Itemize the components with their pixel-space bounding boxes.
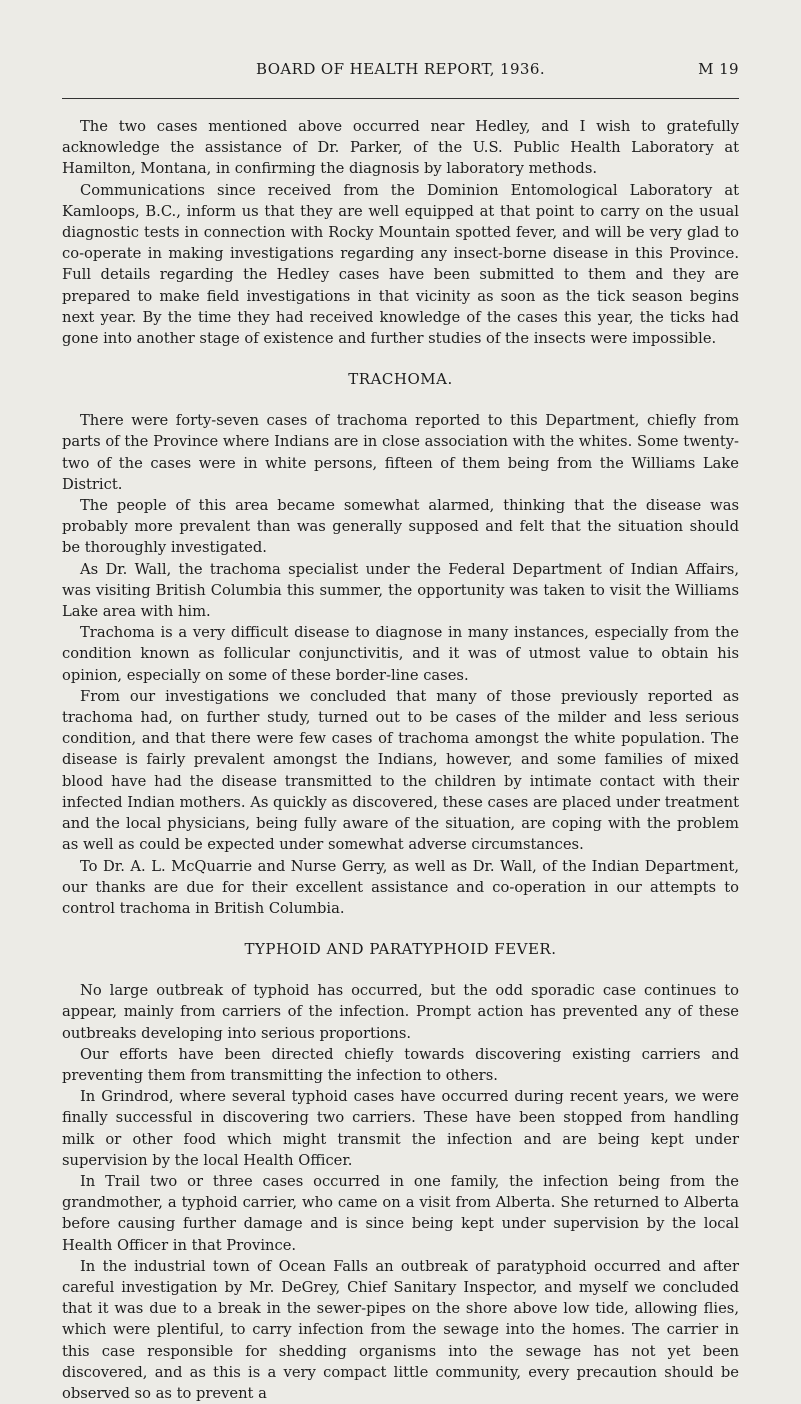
section-heading-typhoid: TYPHOID AND PARATYPHOID FEVER. xyxy=(244,940,557,959)
section-trachoma xyxy=(62,349,739,919)
paragraph: Communications since received from the Dominion Entomological Laboratory at Kamloops, B.C., inform us that they are well equipped at that point to carry on the usual diagnostic tests in connection with Rocky Mountain spotted fever, and will be very glad to co-operate in making investigations regarding any insect-borne disease in this Province. Full details regarding the Hedley cases have been submitted to them and they are prepared to make field investigations in that vicinity as soon as the tick season begins next year. By the time they had received knowledge of the cases this year, the ticks had gone into another stage of existence and further studies of the insects were impossible. xyxy=(62,181,739,348)
paragraph: In the industrial town of Ocean Falls an outbreak of paratyphoid occurred and after careful investigation by Mr. DeGrey, Chief Sanitary Inspector, and myself we concluded that it was due to a break in the sewer-pipes on the shore above low tide, allowing flies, which were plentiful, to carry infection from the sewage into the homes. The carrier in this case responsible for shedding organisms into the sewage has not yet been discovered, and as this is a very compact little community, every precaution should be observed so as to prevent a xyxy=(62,1257,739,1402)
running-header xyxy=(62,60,739,82)
section-intro xyxy=(62,116,739,349)
body-text xyxy=(62,116,739,1404)
paragraph: In Trail two or three cases occurred in one family, the infection being from the grandmother, a typhoid carrier, who came on a visit from Alberta. She returned to Alberta before causing further damage and is since being kept under supervision by the local Health Officer in that Province. xyxy=(62,1172,739,1254)
paragraph: There were forty-seven cases of trachoma reported to this Department, chiefly from parts of the Province where Indians are in close association with the whites. Some twenty-two of the cases were in white persons, fifteen of them being from the Williams Lake District. xyxy=(62,412,739,493)
paragraph: To Dr. A. L. McQuarrie and Nurse Gerry, as well as Dr. Wall, of the Indian Department, our thanks are due for their excellent assistance and co-operation in our attempts to control trachoma in British Columbia. xyxy=(62,857,739,917)
paragraph: In Grindrod, where several typhoid cases have occurred during recent years, we were finally successful in discovering two carriers. These have been stopped from handling milk or other food which might transmit the infection and are being kept under supervision by the local Health Officer. xyxy=(62,1088,739,1169)
paragraph: As Dr. Wall, the trachoma specialist under the Federal Department of Indian Affairs, was visiting British Columbia this summer, the opportunity was taken to visit the Williams Lake area with him. xyxy=(62,560,739,621)
report-title: BOARD OF HEALTH REPORT, 1936. xyxy=(256,60,545,78)
page-number: M 19 xyxy=(698,60,739,78)
section-typhoid xyxy=(62,919,739,1404)
paragraph: Our efforts have been directed chiefly towards discovering existing carriers and preventing them from transmitting the infection to others. xyxy=(62,1045,739,1084)
paragraph: From our investigations we concluded that many of those previously reported as trachoma had, on further study, turned out to be cases of the milder and less serious condition, and that there were few cases of trachoma amongst the white population. The disease is fairly prevalent amongst the Indians, however, and some families of mixed blood have had the disease transmitted to the children by intimate contact with their infected Indian mothers. As quickly as discovered, these cases are placed under treatment and the local physicians, being fully aware of the situation, are coping with the problem as well as could be expected under somewhat adverse circumstances. xyxy=(62,687,739,854)
paragraph: The two cases mentioned above occurred near Hedley, and I wish to gratefully acknowledge the assistance of Dr. Parker, of the U.S. Public Health Laboratory at Hamilton, Montana, in confirming the diagnosis by laboratory methods. xyxy=(62,118,739,178)
paragraph: Trachoma is a very difficult disease to diagnose in many instances, especially from the condition known as follicular conjunctivitis, and it was of utmost value to obtain his opinion, especially on some of these border-line cases. xyxy=(62,624,739,684)
section-heading-trachoma: TRACHOMA. xyxy=(348,370,453,389)
header-rule xyxy=(62,98,739,99)
paragraph: The people of this area became somewhat alarmed, thinking that the disease was probably more prevalent than was generally supposed and felt that the situation should be thoroughly investigated. xyxy=(62,497,739,557)
paragraph: No large outbreak of typhoid has occurred, but the odd sporadic case continues to appear, mainly from carriers of the infection. Prompt action has prevented any of these outbreaks developing into serious proportions. xyxy=(62,982,739,1042)
